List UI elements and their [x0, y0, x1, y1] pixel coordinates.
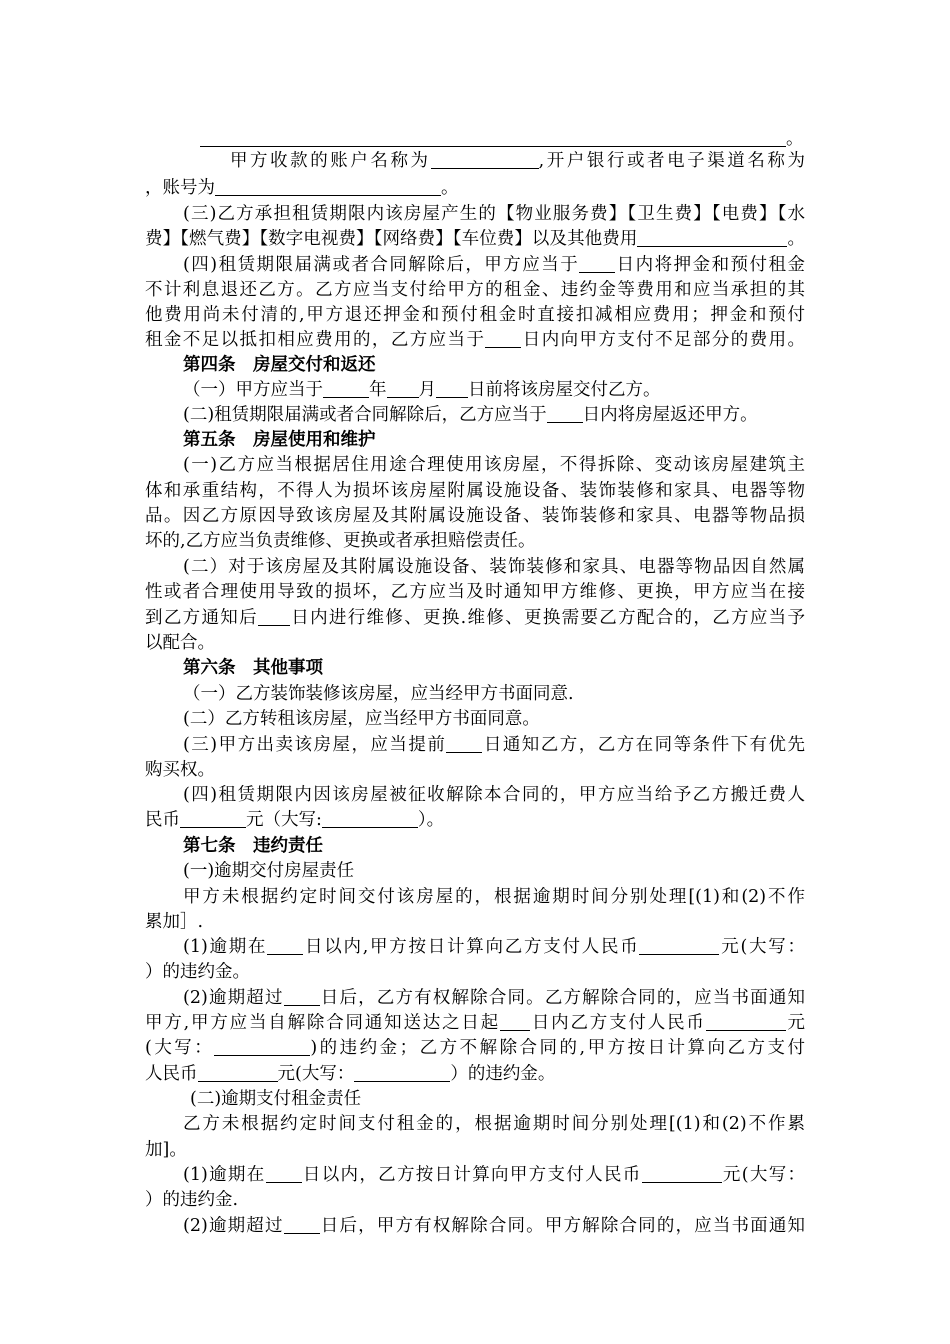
- fill-blank[interactable]: [322, 809, 418, 828]
- text-line: (大写： )的违约金；乙方不解除合同的,甲方按日计算向乙方支付: [145, 1038, 805, 1058]
- text-line: (三)乙方承担租赁期限内该房屋产生的【物业服务费】【卫生费】【电费】【水: [183, 204, 805, 224]
- text-line: 坏的,乙方应当负责维修、更换或者承担赔偿责任。: [145, 531, 536, 551]
- text-line: (四)租赁期限届满或者合同解除后，甲方应当于 日内将押金和预付租金: [183, 255, 805, 275]
- fill-blank[interactable]: [431, 150, 539, 169]
- fill-blank[interactable]: [637, 228, 787, 247]
- text-line: (二)租赁期限届满或者合同解除后，乙方应当于 日内将房屋返还甲方。: [183, 405, 758, 425]
- fill-blank[interactable]: [266, 1164, 302, 1183]
- text-line: (1)逾期在 日以内，乙方按日计算向甲方支付人民币 元(大写：: [183, 1165, 805, 1185]
- text-line: (1)逾期在 日以内,甲方按日计算向乙方支付人民币 元(大写：: [183, 937, 805, 957]
- text-line: (一)乙方应当根据居住用途合理使用该房屋，不得拆除、变动该房屋建筑主: [183, 455, 805, 475]
- fill-blank[interactable]: [258, 607, 290, 626]
- text-line: 乙方未根据约定时间支付租金的，根据逾期时间分别处理[(1)和(2)不作累: [183, 1114, 805, 1134]
- text-line: ）的违约金.: [145, 1190, 239, 1210]
- text-line: 。: [200, 125, 805, 153]
- text-line: 累加］.: [145, 912, 204, 932]
- text-line: 他费用尚未付清的,甲方退还押金和预付租金时直接扣减相应费用；押金和预付: [145, 305, 805, 325]
- fill-blank[interactable]: [284, 1215, 320, 1234]
- fill-blank[interactable]: [500, 1012, 530, 1031]
- text-line: （一）甲方应当于 年 月 日前将该房屋交付乙方。: [183, 380, 661, 400]
- fill-blank[interactable]: [706, 1012, 786, 1031]
- fill-blank[interactable]: [200, 128, 786, 147]
- text-line: 加]。: [145, 1140, 187, 1160]
- fill-blank[interactable]: [387, 379, 419, 398]
- text-line: 租金不足以抵扣相应费用的，乙方应当于 日内向甲方支付不足部分的费用。: [145, 330, 805, 350]
- section-heading: 第四条 房屋交付和返还: [183, 355, 376, 375]
- text-line: 不计利息退还乙方。乙方应当支付给甲方的租金、违约金等费用和应当承担的其: [145, 280, 805, 300]
- section-heading: 第五条 房屋使用和维护: [183, 430, 376, 450]
- fill-blank[interactable]: [215, 177, 441, 196]
- fill-blank[interactable]: [547, 404, 583, 423]
- text-line: 品。因乙方原因导致该房屋及其附属设施设备、装饰装修和家具、电器等物品损: [145, 506, 805, 526]
- fill-blank[interactable]: [323, 379, 369, 398]
- text-line: (2)逾期超过 日后，甲方有权解除合同。甲方解除合同的，应当书面通知: [183, 1216, 805, 1236]
- fill-blank[interactable]: [446, 734, 482, 753]
- fill-blank[interactable]: [267, 936, 303, 955]
- text-line: （一）乙方装饰装修该房屋，应当经甲方书面同意.: [183, 684, 574, 704]
- fill-blank[interactable]: [579, 254, 615, 273]
- text-line: (四)租赁期限内因该房屋被征收解除本合同的，甲方应当给予乙方搬迁费人: [183, 785, 805, 805]
- section-heading: 第七条 违约责任: [183, 836, 323, 856]
- text-line: 民币 元（大写: ）。: [145, 810, 445, 830]
- fill-blank[interactable]: [354, 1063, 450, 1082]
- text-line: 甲方未根据约定时间交付该房屋的，根据逾期时间分别处理[(1)和(2)不作: [183, 887, 805, 907]
- fill-blank[interactable]: [436, 379, 468, 398]
- fill-blank[interactable]: [180, 809, 246, 828]
- fill-blank[interactable]: [284, 987, 320, 1006]
- section-heading: 第六条 其他事项: [183, 658, 323, 678]
- text-line: (2)逾期超过 日后，乙方有权解除合同。乙方解除合同的，应当书面通知: [183, 988, 805, 1008]
- text-line: 甲方,甲方应当自解除合同通知送达之日起 日内乙方支付人民币 元: [145, 1013, 805, 1033]
- text-line: 费】【燃气费】【数字电视费】【网络费】【车位费】以及其他费用 。: [145, 229, 805, 249]
- fill-blank[interactable]: [485, 329, 521, 348]
- text-line: 体和承重结构，不得人为损坏该房屋附属设施设备、装饰装修和家具、电器等物: [145, 481, 805, 501]
- text-line: 甲方收款的账户名称为 ,开户银行或者电子渠道名称为: [230, 151, 805, 171]
- fill-blank[interactable]: [642, 1164, 722, 1183]
- text-line: 以配合。: [145, 633, 215, 653]
- text-line: 人民币 元(大写： ）的违约金。: [145, 1064, 556, 1084]
- text-line: 购买权。: [145, 760, 215, 780]
- text-line: (二）乙方转租该房屋，应当经甲方书面同意。: [183, 709, 540, 729]
- text-line: (一)逾期交付房屋责任: [183, 861, 355, 881]
- fill-blank[interactable]: [198, 1063, 278, 1082]
- text-line: 到乙方通知后 日内进行维修、更换.维修、更换需要乙方配合的，乙方应当予: [145, 608, 805, 628]
- text-line: (二)逾期支付租金责任: [190, 1089, 362, 1109]
- fill-blank[interactable]: [639, 936, 719, 955]
- text-line: 性或者合理使用导致的损坏，乙方应当及时通知甲方维修、更换，甲方应当在接: [145, 582, 805, 602]
- fill-blank[interactable]: [214, 1037, 310, 1056]
- text-line: (三)甲方出卖该房屋，应当提前 日通知乙方，乙方在同等条件下有优先: [183, 735, 805, 755]
- text-line: ，账号为 。: [145, 178, 459, 198]
- text-line: ）的违约金。: [145, 962, 250, 982]
- text-line: (二）对于该房屋及其附属设施设备、装饰装修和家具、电器等物品因自然属: [183, 557, 805, 577]
